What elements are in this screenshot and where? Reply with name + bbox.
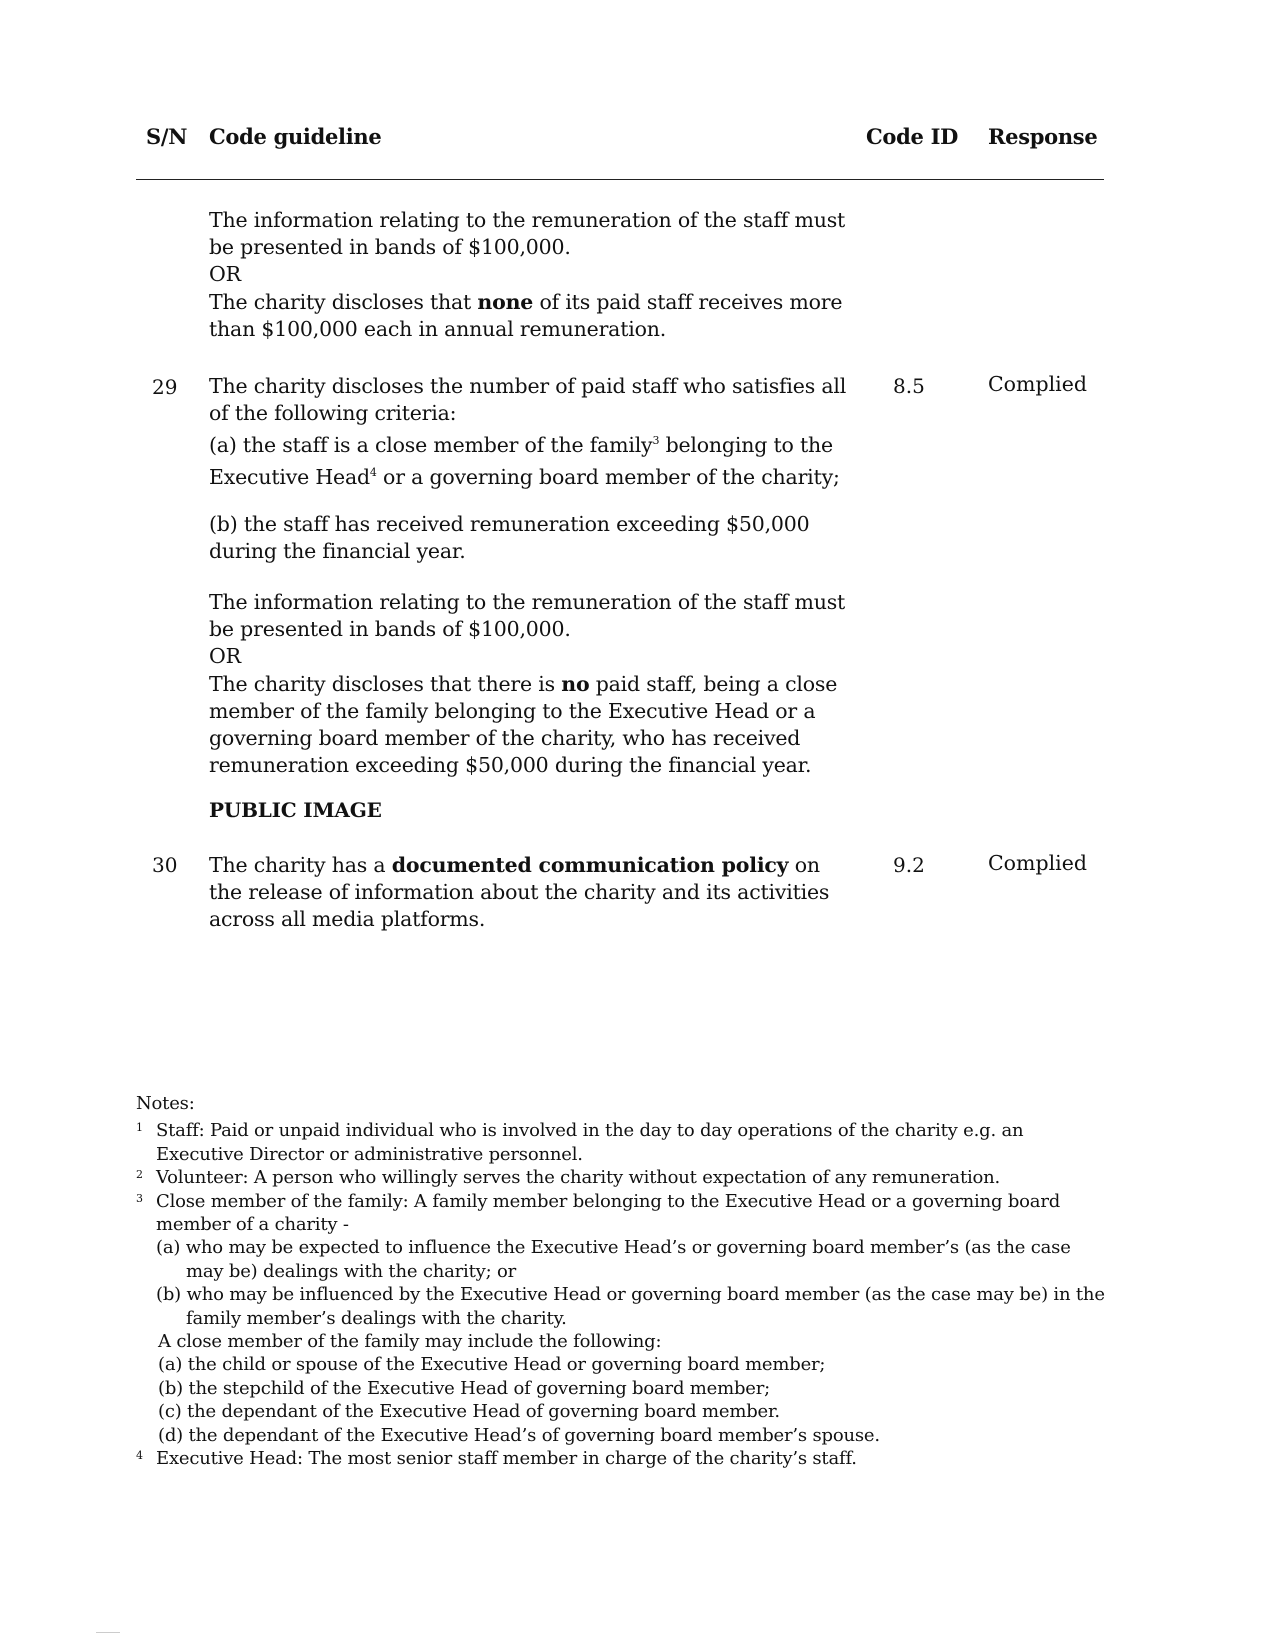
note-1-marker: 1: [136, 1121, 143, 1135]
note-4: [136, 1447, 1111, 1470]
row-30-bold-policy: documented communication policy: [391, 853, 789, 877]
note-2-text: Volunteer: A person who willingly serves the charity without expectation of any remuneration.: [156, 1167, 1001, 1189]
row-30-code-id: 9.2: [893, 853, 925, 877]
header-code-id: Code ID: [866, 124, 959, 149]
footnote-ref-4: 4: [369, 466, 377, 480]
row-30-guideline: [209, 852, 849, 934]
note-2: [136, 1166, 1111, 1189]
header-divider: [136, 179, 1104, 180]
section-heading-public-image: PUBLIC IMAGE: [209, 798, 382, 822]
note-3-list-a: (a) the child or spouse of the Executive Head or governing board member;: [158, 1354, 826, 1376]
row-29-bands-text: The information relating to the remuneration of the staff must be presented in bands of $100,000.: [209, 590, 846, 642]
note-3-item-a: (a) who may be expected to influence the Executive Head’s or governing board member’s (as the case may be) dealings with the charity; or: [156, 1237, 1071, 1282]
header-sn: S/N: [146, 124, 188, 149]
row-29-code-id: 8.5: [893, 374, 925, 398]
note-4-marker: 4: [136, 1449, 143, 1463]
note-3-item-b: (b) who may be influenced by the Executive Head or governing board member (as the case may be) in the family member’s dealings with the charity.: [156, 1284, 1105, 1329]
continued-text-2c: of its paid staff receives more than $100,000 each in annual remuneration.: [209, 289, 843, 341]
row-29-response: Complied: [988, 372, 1087, 396]
row-29-criterion-a-2: belonging to the Executive Head: [209, 433, 833, 490]
row-30-sn: 30: [152, 853, 178, 877]
continued-text-2a: The charity discloses that: [209, 289, 478, 314]
note-3-list-d: (d) the dependant of the Executive Head’s of governing board member’s spouse.: [158, 1424, 880, 1446]
note-3-list-c: (c) the dependant of the Executive Head of governing board member.: [158, 1401, 780, 1423]
row-29-criterion-a-3: or a governing board member of the charity;: [376, 465, 840, 490]
note-3-marker: 3: [136, 1191, 143, 1205]
note-2-marker: 2: [136, 1168, 143, 1182]
notes-title: Notes:: [136, 1093, 195, 1114]
header-code-guideline: Code guideline: [209, 124, 382, 149]
footnote-ref-3: 3: [652, 434, 660, 448]
row-30-response: Complied: [988, 851, 1087, 875]
row-29-alt-text-1: The charity discloses that there is: [209, 671, 562, 696]
note-4-text: Executive Head: The most senior staff member in charge of the charity’s staff.: [156, 1448, 857, 1470]
note-3: [136, 1190, 1111, 1237]
row-29-criterion-a-1: (a) the staff is a close member of the family: [209, 433, 653, 458]
row-29-guideline-a: [209, 373, 849, 491]
row-29-alt-text-2: paid staff, being a close member of the family belonging to the Executive Head or a governing board member of the charity, who has received remuneration exceeding $50,000 during the financial year.: [209, 671, 838, 778]
row-29-guideline-c: [209, 589, 849, 779]
note-1: [136, 1119, 1111, 1166]
row-30-text-2: on the release of information about the charity and its activities across all media platforms.: [209, 853, 830, 932]
note-3-list-intro: A close member of the family may include the following:: [158, 1331, 662, 1353]
continued-guideline: [209, 207, 849, 343]
continued-or: OR: [209, 262, 241, 287]
row-29-bold-no: no: [561, 671, 590, 696]
continued-bold-none: none: [477, 289, 534, 314]
row-30-text-1: The charity has a: [209, 853, 392, 877]
row-29-criterion-b: (b) the staff has received remuneration exceeding $50,000 during the financial year.: [209, 512, 810, 564]
continued-text-1: The information relating to the remuneration of the staff must be presented in bands of $100,000.: [209, 208, 846, 260]
page-mark: [96, 1632, 120, 1633]
header-response: Response: [988, 124, 1098, 149]
note-1-text: Staff: Paid or unpaid individual who is involved in the day to day operations of the charity e.g. an Executive Director or administrative personnel.: [156, 1120, 1024, 1165]
row-29-or: OR: [209, 644, 241, 669]
row-29-sn: 29: [152, 375, 178, 399]
note-3-text: Close member of the family: A family member belonging to the Executive Head or a governing board member of a charity -: [156, 1190, 1061, 1236]
note-3-list-b: (b) the stepchild of the Executive Head of governing board member;: [158, 1377, 771, 1399]
row-29-criteria-intro: The charity discloses the number of paid staff who satisfies all of the following criteria:: [209, 374, 847, 426]
notes-section: [136, 1092, 1111, 1471]
